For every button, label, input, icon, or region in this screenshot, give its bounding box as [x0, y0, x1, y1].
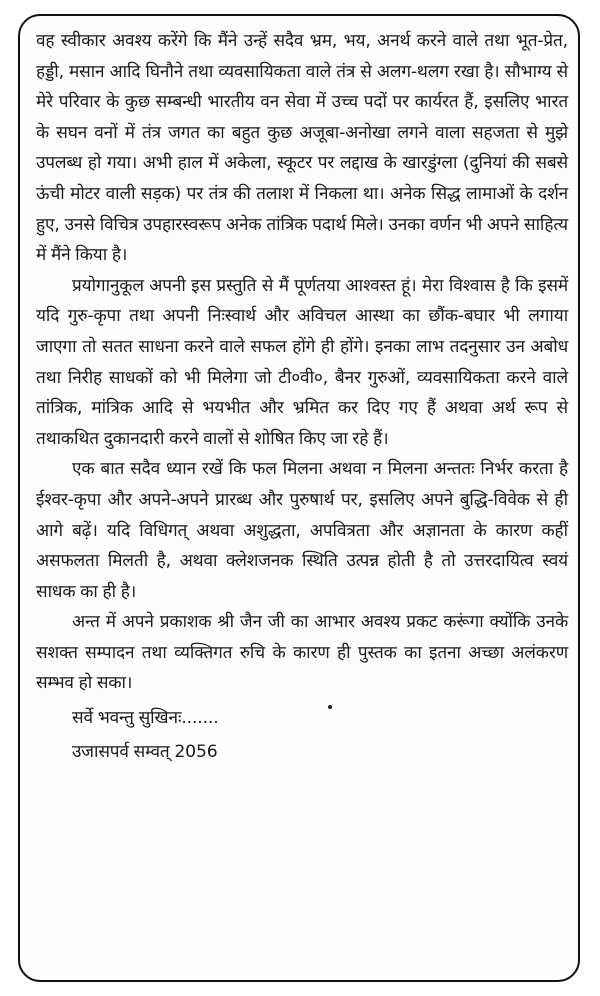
paragraph-2: प्रयोगानुकूल अपनी इस प्रस्तुति से मैं पूर्णतया आश्वस्त हूं। मेरा विश्वास है कि इसमें यदि गुरु-कृपा तथा अपनी निःस्वार्थ और अविचल आस्था का छौंक-बघार भी लगाया जाएगा तो सतत साधना करने वाले सफल होंगे ही होंगे। इनका लाभ तदनुसार उन अबोध तथा निरीह साधकों को भी मिलेगा जो टी०वी०, बैनर गुरुओं, व्यवसायिकता करने वाले तांत्रिक, मांत्रिक आदि से भयभीत और भ्रमित कर दिए गए हैं अथवा अर्थ रूप से तथाकथित दुकानदारी करने वालों से शोषित किए जा रहे हैं। [36, 275, 568, 449]
paragraph-3: एक बात सदैव ध्यान रखें कि फल मिलना अथवा न मिलना अन्ततः निर्भर करता है ईश्वर-कृपा और अपने-अपने प्रारब्ध और पुरुषार्थ पर, इसलिए अपने बुद्धि-विवेक से ही आगे बढ़ें। यदि विधिगत् अथवा अशुद्धता, अपवित्रता और अज्ञानता के कारण कहीं असफलता मिलती है, अथवा क्लेशजनक स्थिति उत्पन्न होती है तो उत्तरदायित्व स्वयं साधक का ही है। [36, 459, 568, 602]
paragraph-4: अन्त में अपने प्रकाशक श्री जैन जी का आभार अवश्य प्रकट करूंगा क्योंकि उनके सशक्त सम्पादन तथा व्यक्तिगत रुचि के कारण ही पुस्तक का इतना अच्छा अलंकरण सम्भव हो सका। [36, 612, 568, 694]
document-body [36, 26, 568, 767]
stray-dot [328, 705, 332, 709]
closing-blessing: सर्वे भवन्तु सुखिनः....... [72, 708, 219, 729]
paragraph-1: वह स्वीकार अवश्य करेंगे कि मैंने उन्हें सदैव भ्रम, भय, अनर्थ करने वाले तथा भूत-प्रेत, हड्डी, मसान आदि घिनौने तथा व्यवसायिकता वाले तंत्र से अलग-थलग रखा है। सौभाग्य से मेरे परिवार के कुछ सम्बन्धी भारतीय वन सेवा में उच्च पदों पर कार्यरत हैं, इसलिए भारत के सघन वनों में तंत्र जगत का बहुत कुछ अजूबा-अनोखा लगने वाला सहजता से मुझे उपलब्ध हो गया। अभी हाल में अकेला, स्कूटर पर लद्दाख के खारडुंग्ला (दुनियां की सबसे ऊंची मोटर वाली सड़क) पर तंत्र की तलाश में निकला था। अनेक सिद्ध लामाओं के दर्शन हुए, उनसे विचित्र उपहारस्वरूप अनेक तांत्रिक पदार्थ मिले। उनका वर्णन भी अपने साहित्य में मैंने किया है। [36, 31, 568, 266]
date-signature: उजासपर्व सम्वत् 2056 [72, 742, 218, 763]
